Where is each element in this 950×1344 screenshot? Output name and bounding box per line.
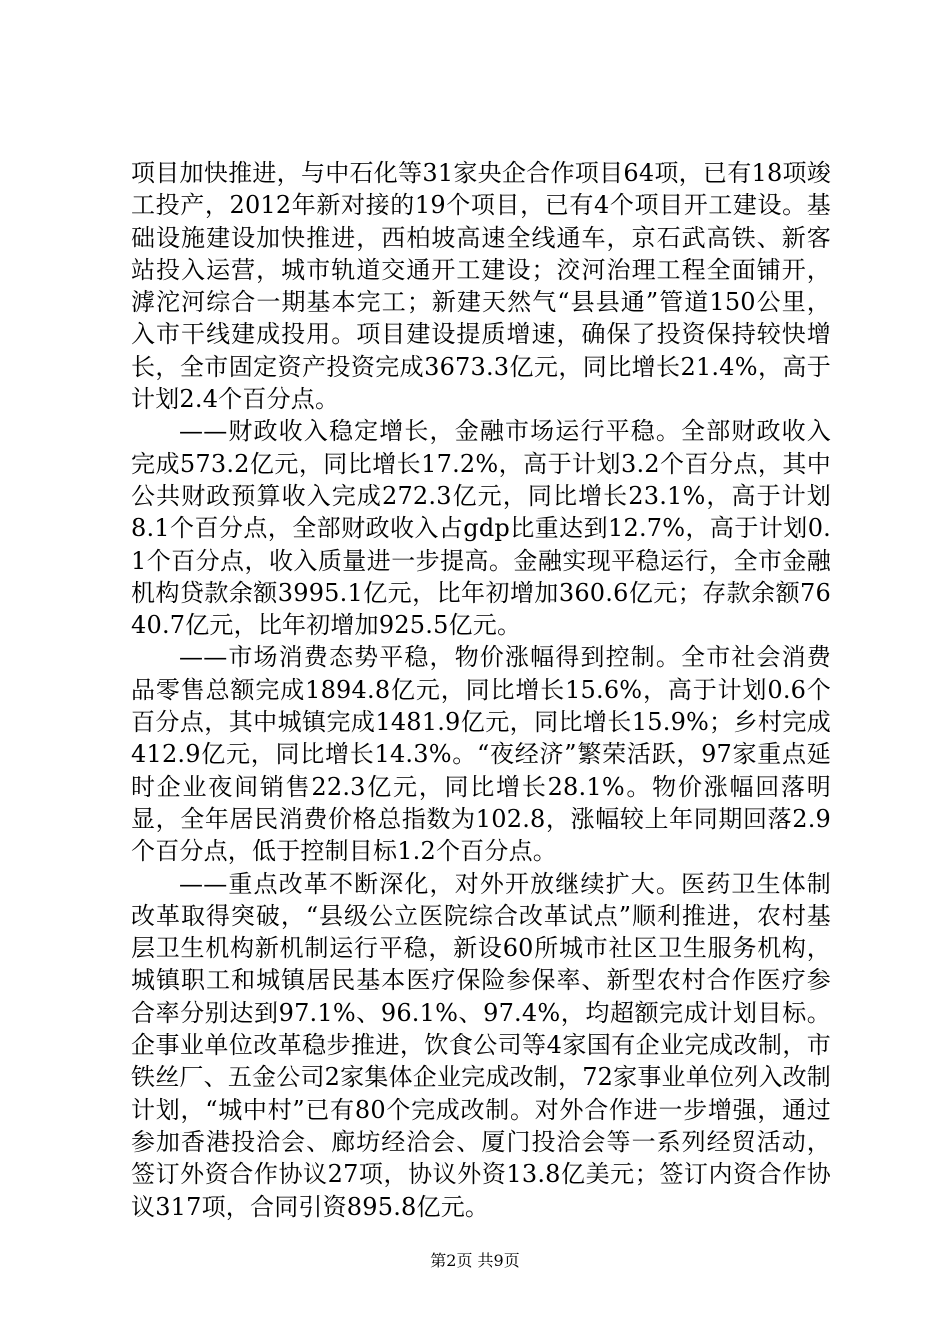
paragraph-project-progress: 项目加快推进，与中石化等31家央企合作项目64项，已有18项竣工投产，2012年新对接的19个项目，已有4个项目开工建设。基础设施建设加快推进，西柏坡高速全线通车，京石武高铁、新客站投入运营，城市轨道交通开工建设；洨河治理工程全面铺开，滹沱河综合一期基本完工；新建天然气“县县通”管道150公里，入市干线建成投用。项目建设提质增速，确保了投资保持较快增长，全市固定资产投资完成3673.3亿元，同比增长21.4%，高于计划2.4个百分点。 — [131, 159, 831, 414]
document-body — [131, 157, 831, 1223]
paragraph-fiscal-revenue: ——财政收入稳定增长，金融市场运行平稳。全部财政收入完成573.2亿元，同比增长17.2%，高于计划3.2个百分点，其中公共财政预算收入完成272.3亿元，同比增长23.1%，高于计划8.1个百分点，全部财政收入占gdp比重达到12.7%，高于计划0.1个百分点，收入质量进一步提高。金融实现平稳运行，全市金融机构贷款余额3995.1亿元，比年初增加360.6亿元；存款余额7640.7亿元，比年初增加925.5亿元。 — [131, 417, 831, 640]
paragraph-reform-opening: ——重点改革不断深化，对外开放继续扩大。医药卫生体制改革取得突破，“县级公立医院综合改革试点”顺利推进，农村基层卫生机构新机制运行平稳，新设60所城市社区卫生服务机构，城镇职工和城镇居民基本医疗保险参保率、新型农村合作医疗参合率分别达到97.1%、96.1%、97.4%，均超额完成计划目标。企事业单位改革稳步推进，饮食公司等4家国有企业完成改制，市铁丝厂、五金公司2家集体企业完成改制，72家事业单位列入改制计划，“城中村”已有80个完成改制。对外合作进一步增强，通过参加香港投洽会、廊坊经洽会、厦门投洽会等一系列经贸活动，签订外资合作协议27项，协议外资13.8亿美元；签订内资合作协议317项，合同引资895.8亿元。 — [131, 869, 831, 1221]
page-number-indicator: 第2页 共9页 — [430, 1251, 520, 1270]
paragraph-market-consumption: ——市场消费态势平稳，物价涨幅得到控制。全市社会消费品零售总额完成1894.8亿元，同比增长15.6%，高于计划0.6个百分点，其中城镇完成1481.9亿元，同比增长15.9%；乡村完成412.9亿元，同比增长14.3%。“夜经济”繁荣活跃，97家重点延时企业夜间销售22.3亿元，同比增长28.1%。物价涨幅回落明显，全年居民消费价格总指数为102.8，涨幅较上年同期回落2.9个百分点，低于控制目标1.2个百分点。 — [131, 643, 831, 866]
page-footer — [0, 1251, 950, 1271]
